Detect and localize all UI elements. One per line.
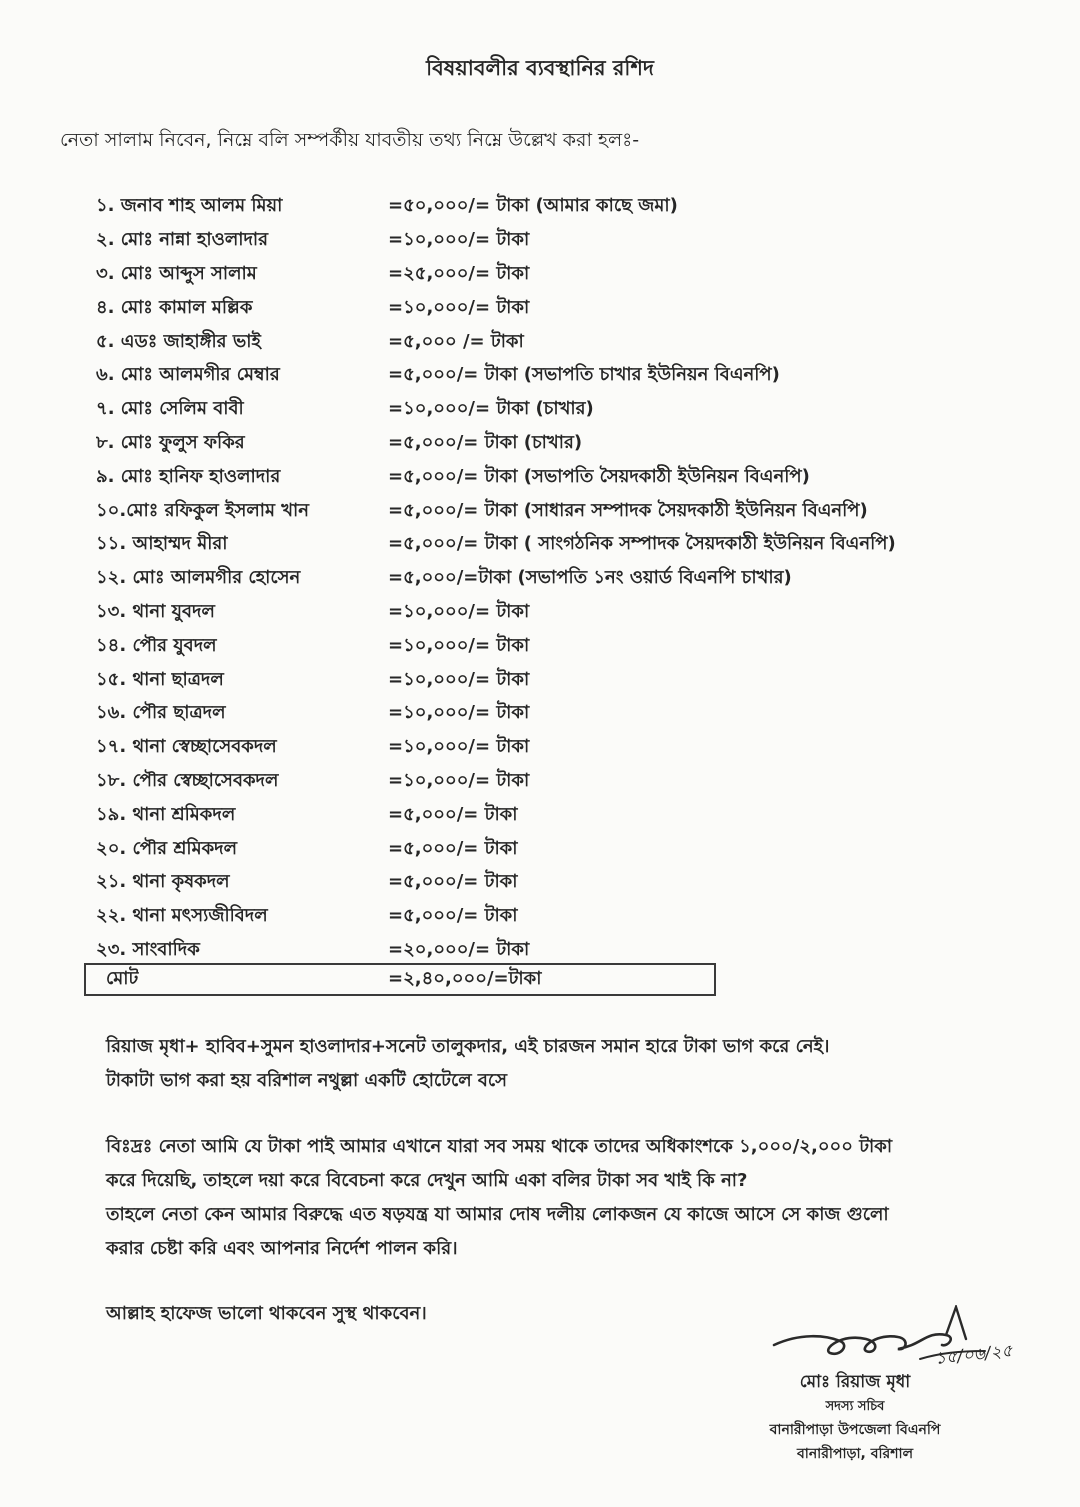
remark-line: করে দিয়েছি, তাহলে দয়া করে বিবেচনা করে দেখুন আমি একা বলির টাকা সব খাই কি না? xyxy=(106,1170,748,1191)
total-row xyxy=(84,963,716,996)
ledger-name: ২০. পৌর শ্রমিকদল xyxy=(96,837,238,859)
ledger-name: ৫. এডঃ জাহাঙ্গীর ভাই xyxy=(96,330,261,352)
ledger-name: ১৮. পৌর স্বেচ্ছাসেবকদল xyxy=(96,769,279,791)
ledger-amount: =৫,০০০/= টাকা xyxy=(388,871,518,893)
closing-line: আল্লাহ হাফেজ ভালো থাকবেন সুস্থ থাকবেন। xyxy=(106,1303,427,1324)
ledger-name: ৪. মোঃ কামাল মল্লিক xyxy=(96,296,253,318)
document-title: বিষয়াবলীর ব্যবস্থানির রশিদ xyxy=(426,56,654,80)
ledger-row xyxy=(96,494,1046,528)
ledger-row xyxy=(96,629,1046,663)
ledger-amount: =২৫,০০০/= টাকা xyxy=(388,262,530,284)
ledger-amount: =৫,০০০/= টাকা xyxy=(388,837,518,859)
ledger-row xyxy=(96,258,1046,292)
remark-line: তাহলে নেতা কেন আমার বিরুদ্ধে এত ষড়যন্ত্র যা আমার দোষ দলীয় লোকজন যে কাজে আসে সে কাজ গুলো xyxy=(106,1204,889,1225)
remark-paragraph xyxy=(106,1130,1036,1266)
ledger-row xyxy=(96,528,1046,562)
ledger-amount: =১০,০০০/= টাকা xyxy=(388,702,530,724)
ledger-name: ৩. মোঃ আব্দুস সালাম xyxy=(96,262,257,284)
ledger-name: ১৯. থানা শ্রমিকদল xyxy=(96,803,236,825)
signer-block xyxy=(740,1368,970,1466)
ledger-name: ৮. মোঃ ফুলুস ফকির xyxy=(96,431,245,453)
ledger-row xyxy=(96,731,1046,765)
share-note xyxy=(106,1030,1036,1098)
ledger-amount: =৫,০০০/= টাকা xyxy=(388,803,518,825)
ledger-row xyxy=(96,596,1046,630)
ledger-row xyxy=(96,190,1046,224)
ledger-amount: =১০,০০০/= টাকা xyxy=(388,769,530,791)
ledger-amount: =১০,০০০/= টাকা xyxy=(388,229,530,251)
ledger-name: ১৫. থানা ছাত্রদল xyxy=(96,668,224,690)
share-note-line: টাকাটা ভাগ করা হয় বরিশাল নথুল্লা একটি হোটেলে বসে xyxy=(106,1070,508,1091)
ledger-name: ১৪. পৌর যুবদল xyxy=(96,634,217,656)
ledger-amount: =৫০,০০০/= টাকা (আমার কাছে জমা) xyxy=(388,195,678,217)
intro-line: নেতা সালাম নিবেন, নিম্নে বলি সম্পর্কীয় যাবতীয় তথ্য নিম্নে উল্লেখ করা হলঃ- xyxy=(60,129,640,151)
ledger-amount: =১০,০০০/= টাকা xyxy=(388,600,530,622)
ledger-amount: =৫,০০০/= টাকা ( সাংগঠনিক সম্পাদক সৈয়দকাঠী ইউনিয়ন বিএনপি) xyxy=(388,533,896,555)
ledger-amount: =৫,০০০/= টাকা (চাখার) xyxy=(388,431,583,453)
ledger-amount: =৫,০০০/= টাকা (সাধারন সম্পাদক সৈয়দকাঠী ইউনিয়ন বিএনপি) xyxy=(388,499,868,521)
ledger-row xyxy=(96,866,1046,900)
signer-place: বানারীপাড়া, বরিশাল xyxy=(796,1446,914,1462)
ledger-list xyxy=(96,190,1046,967)
signature-date: ১৫/০৬/২৫ xyxy=(934,1340,1014,1370)
ledger-row xyxy=(96,460,1046,494)
signer-name: মোঃ রিয়াজ মৃধা xyxy=(799,1372,911,1392)
ledger-name: ২১. থানা কৃষকদল xyxy=(96,871,230,893)
remark-line: বিঃদ্রঃ নেতা আমি যে টাকা পাই আমার এখানে যারা সব সময় থাকে তাদের অধিকাংশকে ১,০০০/২,০০০ টাকা xyxy=(106,1136,893,1157)
ledger-name: ১৬. পৌর ছাত্রদল xyxy=(96,702,226,724)
ledger-name: ১. জনাব শাহ আলম মিয়া xyxy=(96,195,283,217)
ledger-row xyxy=(96,224,1046,258)
ledger-row xyxy=(96,359,1046,393)
ledger-amount: =১০,০০০/= টাকা xyxy=(388,668,530,690)
signer-org: বানারীপাড়া উপজেলা বিএনপি xyxy=(769,1422,941,1438)
handwritten-signature xyxy=(770,1305,1070,1367)
total-label: মোট xyxy=(106,968,139,989)
ledger-row xyxy=(96,427,1046,461)
ledger-row xyxy=(96,291,1046,325)
ledger-row xyxy=(96,663,1046,697)
ledger-name: ৭. মোঃ সেলিম বাবী xyxy=(96,398,244,420)
ledger-amount: =৫,০০০/= টাকা (সভাপতি চাখার ইউনিয়ন বিএনপি) xyxy=(388,364,780,386)
ledger-amount: =৫,০০০/= টাকা (সভাপতি সৈয়দকাঠী ইউনিয়ন বিএনপি) xyxy=(388,465,810,487)
ledger-amount: =১০,০০০/= টাকা xyxy=(388,736,530,758)
ledger-name: ১০.মোঃ রফিকুল ইসলাম খান xyxy=(96,499,310,521)
ledger-row xyxy=(96,832,1046,866)
share-note-line: রিয়াজ মৃধা+ হাবিব+সুমন হাওলাদার+সনেট তালুকদার, এই চারজন সমান হারে টাকা ভাগ করে নেই। xyxy=(106,1036,830,1057)
ledger-amount: =৫,০০০/=টাকা (সভাপতি ১নং ওয়ার্ড বিএনপি চাখার) xyxy=(388,567,792,589)
ledger-row xyxy=(96,325,1046,359)
ledger-row xyxy=(96,562,1046,596)
ledger-amount: =১০,০০০/= টাকা (চাখার) xyxy=(388,398,594,420)
ledger-name: ২৩. সাংবাদিক xyxy=(96,938,200,960)
ledger-amount: =৫,০০০/= টাকা xyxy=(388,905,518,927)
ledger-name: ৯. মোঃ হানিফ হাওলাদার xyxy=(96,465,281,487)
ledger-row xyxy=(96,393,1046,427)
total-amount: =২,৪০,০০০/=টাকা xyxy=(388,968,542,989)
ledger-name: ৬. মোঃ আলমগীর মেম্বার xyxy=(96,364,280,386)
ledger-row xyxy=(96,697,1046,731)
ledger-name: ১৩. থানা যুবদল xyxy=(96,600,215,622)
ledger-name: ২২. থানা মৎস্যজীবিদল xyxy=(96,905,268,927)
remark-line: করার চেষ্টা করি এবং আপনার নির্দেশ পালন করি। xyxy=(106,1238,458,1259)
ledger-row xyxy=(96,900,1046,934)
ledger-name: ১৭. থানা স্বেচ্ছাসেবকদল xyxy=(96,736,277,758)
ledger-amount: =২০,০০০/= টাকা xyxy=(388,938,530,960)
ledger-row xyxy=(96,765,1046,799)
ledger-amount: =৫,০০০ /= টাকা xyxy=(388,330,524,352)
ledger-amount: =১০,০০০/= টাকা xyxy=(388,634,530,656)
ledger-row xyxy=(96,798,1046,832)
signer-role: সদস্য সচিব xyxy=(825,1399,885,1414)
ledger-name: ১২. মোঃ আলমগীর হোসেন xyxy=(96,567,301,589)
ledger-amount: =১০,০০০/= টাকা xyxy=(388,296,530,318)
ledger-name: ১১. আহাম্মদ মীরা xyxy=(96,533,228,555)
ledger-name: ২. মোঃ নান্না হাওলাদার xyxy=(96,229,269,251)
